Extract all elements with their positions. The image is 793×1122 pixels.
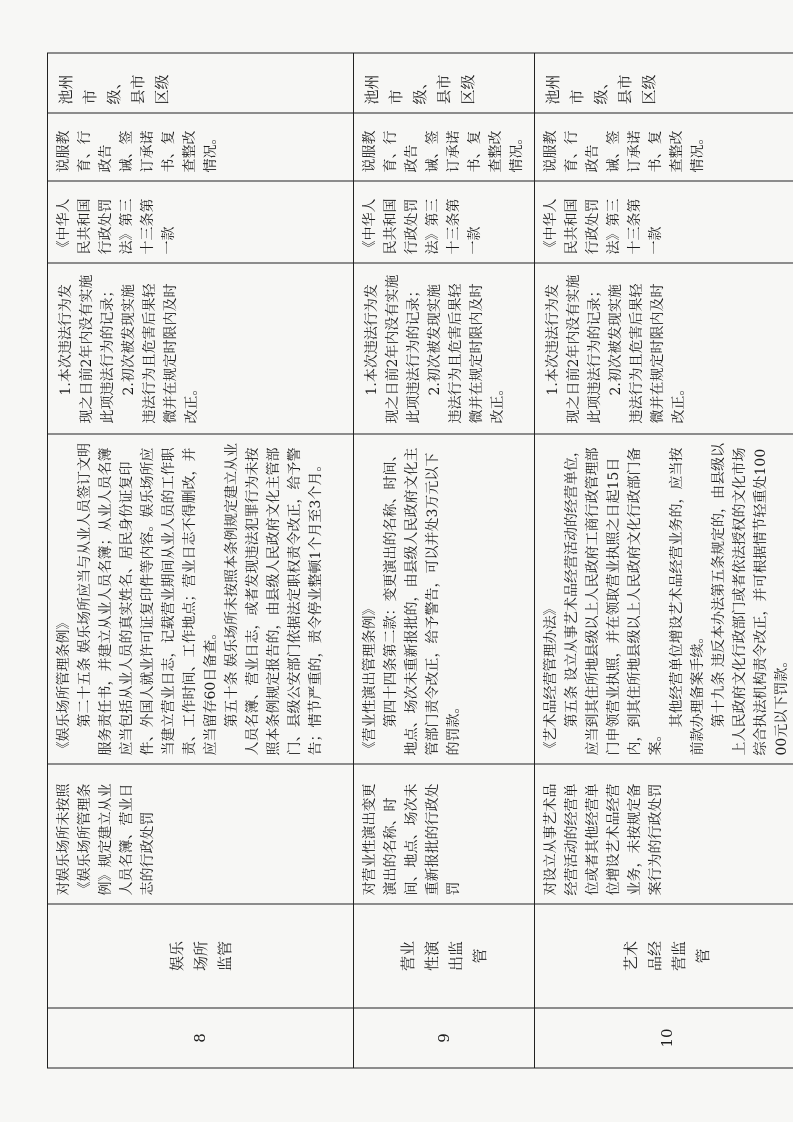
level-cell: 池州市级、县市区级 [534,53,793,113]
law-paragraph: 第五十条 娱乐场所未按照本条例规定建立从业人员名簿、营业日志，或者发现违法犯罪行为未按照本条例规定报告的，由县级人民政府文化主管部门、县级公安部门依据法定职权责令改正，给予警告；情节严重的，责令停业整顿1个月至3个月。 [223,443,324,756]
law-paragraph: 第十九条 违反本办法第五条规定的，由县级以上人民政府文化行政部门或者依法授权的文化市场综合执法机构责令改正，并可根据情节轻重处10000元以下罚款。 [710,443,790,756]
standard-cell [353,263,534,434]
measure-cell: 说服教育、行政告诫、签订承诺书、复查整改情况。 [47,113,353,181]
standard-cell [47,263,353,434]
basis-cell: 《中华人民共和国行政处罚法》第三十三条第一款 [353,181,534,263]
situation-cell: 对娱乐场所未按照《娱乐场所管理条例》规定建立从业人员名簿、营业日志的行政处罚 [47,764,353,904]
law-paragraph: 第二十五条 娱乐场所应当与从业人员签订文明服务责任书，并建立从业人员名簿；从业人员名簿应当包括从业人员的真实姓名、居民身份证复印件、外国人就业许可证复印件等内容。娱乐场所应当建立营业日志，记载营业期间从业人员的工作职责、工作时间、工作地点；营业日志不得删改，并应当留存60日备查。 [76,443,219,756]
measure-cell: 说服教育、行政告诫、签订承诺书、复查整改情况。 [353,113,534,181]
row-number: 9 [353,1008,534,1068]
row-number: 10 [534,1008,793,1068]
item-name: 娱乐场所监管 [47,904,353,1008]
standard-cell [534,263,793,434]
standard-item: 1.本次违法行为发现之日前2年内没有实施此项违法行为的记录； [363,274,422,424]
table-row [47,53,353,1068]
law-title: 《娱乐场所管理条例》 [55,615,72,756]
item-name: 营业性演出监管 [353,904,534,1008]
measure-cell: 说服教育、行政告诫、签订承诺书、复查整改情况。 [534,113,793,181]
law-title: 《艺术品经营管理办法》 [542,601,559,756]
standard-item: 1.本次违法行为发现之日前2年内没有实施此项违法行为的记录； [544,274,603,424]
level-cell: 池州市级、县市区级 [353,53,534,113]
standard-item: 2.初次被发现实施违法行为且危害后果轻微并在规定时限内及时改正。 [607,283,687,424]
law-title: 《营业性演出管理条例》 [361,601,378,756]
law-cell [353,434,534,764]
basis-cell: 《中华人民共和国行政处罚法》第三十三条第一款 [47,181,353,263]
penalty-table [47,53,793,1069]
standard-item: 2.初次被发现实施违法行为且危害后果轻微并在规定时限内及时改正。 [426,283,506,424]
law-paragraph: 第四十四条第二款：变更演出的名称、时间、地点、场次未重新报批的，由县级人民政府文化主管部门责令改正，给予警告，可以并处3万元以下的罚款。 [382,447,462,756]
table-row [534,53,793,1068]
situation-cell: 对设立从事艺术品经营活动的经营单位或者其他经营单位增设艺术品经营业务，未按规定备案行为的行政处罚 [534,764,793,904]
law-cell [534,434,793,764]
law-paragraph: 第五条 设立从事艺术品经营活动的经营单位，应当到其住所地县级以上人民政府工商行政管理部门申领营业执照，并在领取营业执照之日起15日内，到其住所地县级以上人民政府文化行政部门备案。 [563,443,664,756]
standard-item: 1.本次违法行为发现之日前2年内没有实施此项违法行为的记录； [57,274,116,424]
row-number: 8 [47,1008,353,1068]
rotated-table-wrapper [47,54,790,1069]
basis-cell: 《中华人民共和国行政处罚法》第三十三条第一款 [534,181,793,263]
situation-cell: 对营业性演出变更演出的名称、时间、地点、场次未重新报批的行政处罚 [353,764,534,904]
law-cell [47,434,353,764]
item-name: 艺术品经营监管 [534,904,793,1008]
law-paragraph: 其他经营单位增设艺术品经营业务的，应当按前款办理备案手续。 [668,447,706,756]
standard-item: 2.初次被发现实施违法行为且危害后果轻微并在规定时限内及时改正。 [120,283,200,424]
table-row [353,53,534,1068]
level-cell: 池州市级、县市区级 [47,53,353,113]
